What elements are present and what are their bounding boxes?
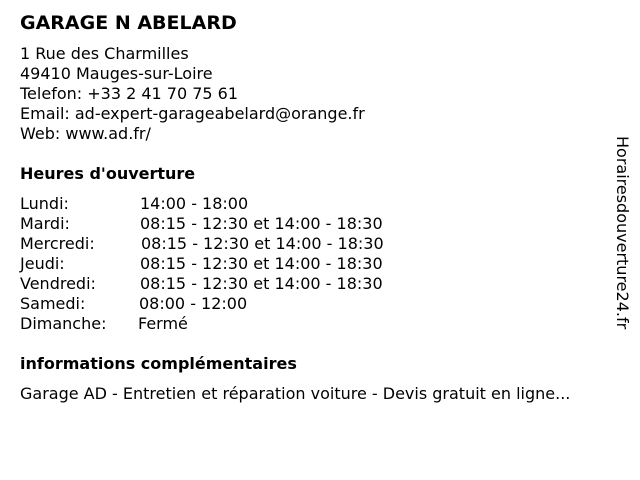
day-label: Mardi: bbox=[20, 214, 70, 233]
day-label: Lundi: bbox=[20, 194, 69, 213]
time-value: 08:00 - 12:00 bbox=[139, 294, 248, 313]
email-address: Email: ad-expert-garageabelard@orange.fr bbox=[20, 104, 365, 123]
day-label: Vendredi: bbox=[20, 274, 96, 293]
website: Web: www.ad.fr/ bbox=[20, 124, 151, 143]
day-label: Samedi: bbox=[20, 294, 86, 313]
street-address: 1 Rue des Charmilles bbox=[20, 44, 189, 63]
time-value: 08:15 - 12:30 et 14:00 - 18:30 bbox=[140, 274, 383, 293]
business-name: GARAGE N ABELARD bbox=[20, 12, 237, 34]
time-value: 08:15 - 12:30 et 14:00 - 18:30 bbox=[141, 234, 384, 253]
info-title: informations complémentaires bbox=[20, 354, 297, 373]
hours-title: Heures d'ouverture bbox=[20, 164, 196, 183]
info-description: Garage AD - Entretien et réparation voiture - Devis gratuit en ligne... bbox=[20, 384, 571, 403]
time-value: Fermé bbox=[138, 314, 188, 333]
time-value: 08:15 - 12:30 et 14:00 - 18:30 bbox=[140, 214, 383, 233]
city-postal: 49410 Mauges-sur-Loire bbox=[20, 64, 213, 83]
watermark bbox=[612, 136, 636, 344]
day-label: Jeudi: bbox=[20, 254, 65, 273]
watermark-text: Horairesdouverture24.fr bbox=[613, 136, 632, 330]
phone-number: Telefon: +33 2 41 70 75 61 bbox=[20, 84, 239, 103]
time-value: 14:00 - 18:00 bbox=[140, 194, 249, 213]
business-contact bbox=[20, 44, 365, 144]
day-label: Mercredi: bbox=[20, 234, 95, 253]
day-label: Dimanche: bbox=[20, 314, 107, 333]
time-value: 08:15 - 12:30 et 14:00 - 18:30 bbox=[140, 254, 383, 273]
